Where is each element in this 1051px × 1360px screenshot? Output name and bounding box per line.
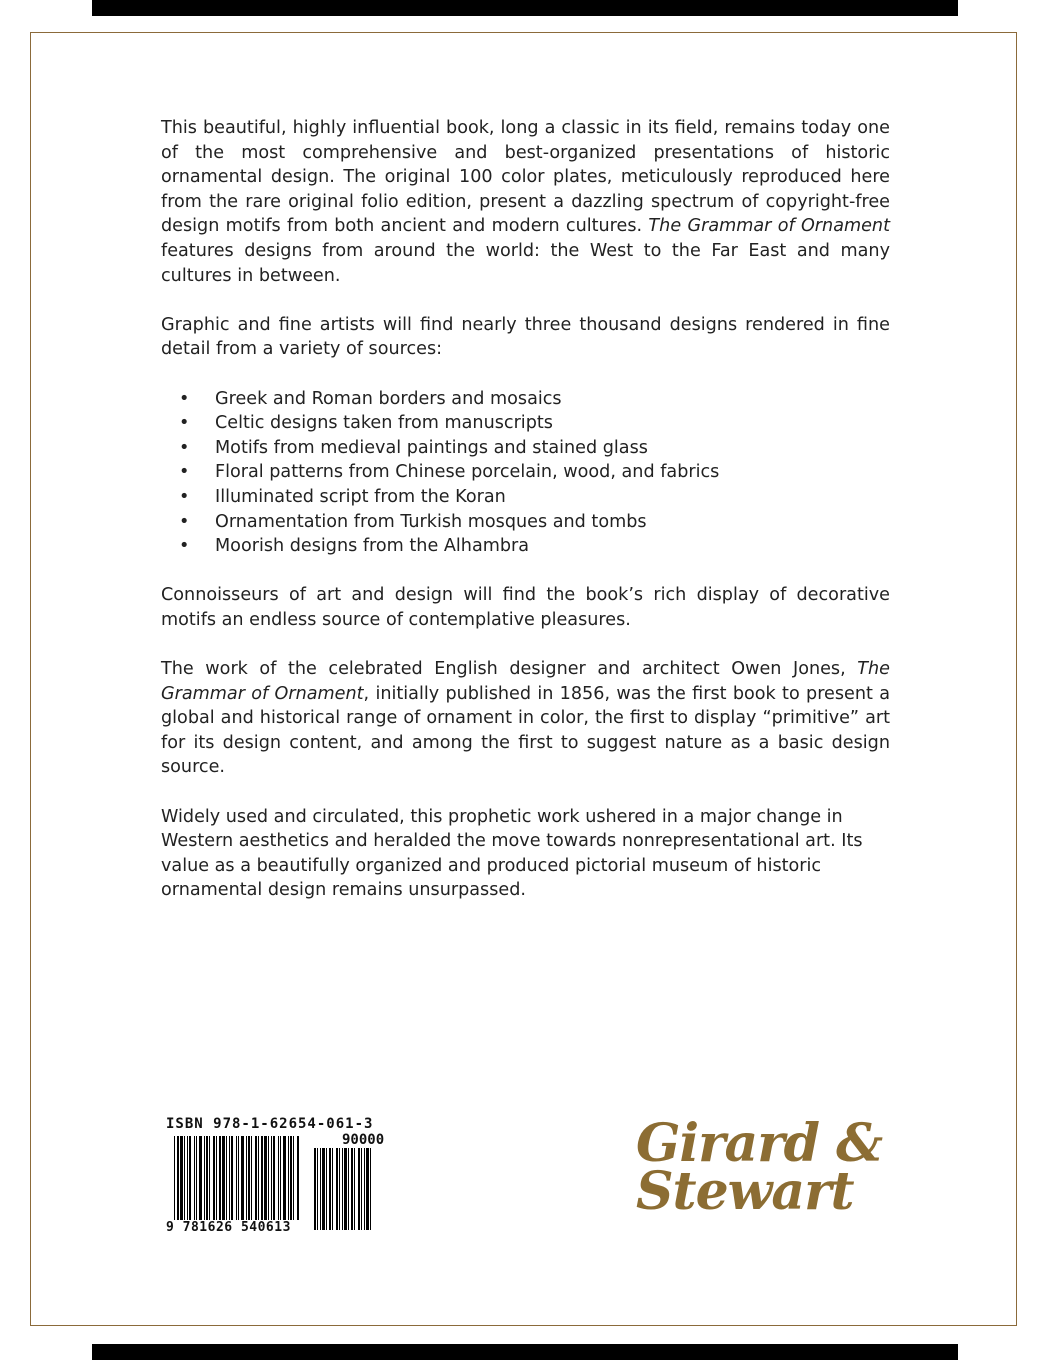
barcode-bar (344, 1148, 347, 1230)
paragraph-sources-intro: Graphic and fine artists will find nearly three thousand designs rendered in fine detail from a variety of sources: (161, 314, 890, 360)
barcode-bar (209, 1136, 210, 1220)
barcode-bar (206, 1136, 208, 1220)
barcode-bar (184, 1136, 185, 1220)
barcode-bar (219, 1136, 221, 1220)
barcode-bar (314, 1148, 316, 1230)
barcode-bar (180, 1136, 183, 1220)
barcode-bar (348, 1148, 349, 1230)
barcode-bar (248, 1136, 250, 1220)
barcode-bar (231, 1136, 233, 1220)
barcode-bar (251, 1136, 252, 1220)
price-addon-number: 90000 (342, 1132, 385, 1148)
bullet-icon: • (179, 437, 190, 458)
barcode-bar (229, 1136, 230, 1220)
barcode-bar (204, 1136, 205, 1220)
addon-bars (314, 1148, 371, 1230)
barcode-bar (271, 1136, 272, 1220)
barcode-bar (213, 1136, 215, 1220)
isbn-barcode (166, 1116, 386, 1240)
barcode-bar (246, 1136, 247, 1220)
barcode-bar (351, 1148, 353, 1230)
barcode-bar (332, 1148, 333, 1230)
barcode-bar (236, 1136, 237, 1220)
barcode-bar (280, 1136, 281, 1220)
back-cover-description (161, 116, 890, 928)
intro-text-1: This beautiful, highly influential book, long a classic in its field, remains today one of the most comprehensive and best-organized presentations of historic ornamental design. The original 100 color plates, meticulously reproduced here from the rare original folio edition, present a dazzling spectrum of copyright-free design motifs from both ancient and modern cultures. (161, 118, 890, 237)
barcode-bar (320, 1148, 321, 1230)
top-black-bar (92, 0, 958, 16)
barcode-bar (283, 1136, 286, 1220)
bullet-icon: • (179, 511, 190, 532)
paragraph-intro (161, 116, 890, 288)
barcode-bar (364, 1148, 365, 1230)
barcode-bar (278, 1136, 279, 1220)
barcode-bar (297, 1136, 299, 1220)
barcode-bar (174, 1136, 175, 1220)
barcode-bar (361, 1148, 362, 1230)
bottom-black-bar (92, 1344, 958, 1360)
publisher-line-2: Stewart (636, 1161, 854, 1222)
list-item: • Ornamentation from Turkish mosques and tombs (161, 510, 890, 535)
barcode-bar (187, 1136, 188, 1220)
paragraph-owen-jones: The work of the celebrated English designer and architect Owen Jones, The Grammar of Ornament, initially published in 1856, was the first book to present a global and historical range of ornament in color, the first to display “primitive” art for its design content, and among the first to suggest nature as a basic design source. (161, 659, 890, 778)
intro-text-2: features designs from around the world: the West to the Far East and many cultures in between. (161, 240, 890, 286)
paragraph-connoisseurs: Connoisseurs of art and design will find the book’s rich display of decorative motifs an endless source of contemplative pleasures. (161, 585, 890, 630)
barcode-bar (317, 1148, 318, 1230)
barcode-bar (177, 1136, 179, 1220)
barcode-bar (222, 1136, 225, 1220)
barcode-bar (273, 1136, 275, 1220)
barcode-bar (290, 1136, 292, 1220)
ean-bars (174, 1136, 299, 1220)
isbn-label: ISBN 978-1-62654-061-3 (166, 1116, 374, 1132)
barcode-bar (216, 1136, 217, 1220)
bullet-icon: • (179, 462, 190, 483)
barcode-bar (354, 1148, 355, 1230)
barcode-bar (194, 1136, 195, 1220)
barcode-bar (366, 1148, 369, 1230)
barcode-bar (258, 1136, 259, 1220)
barcode-bar (241, 1136, 244, 1220)
book-title-italic: The Grammar of Ornament (648, 216, 890, 237)
paragraph-legacy: Widely used and circulated, this prophetic work ushered in a major change in Western aesthetics and heralded the move towards nonrepresentational art. Its value as a beautifully organized and produced pictorial museum of historic ornamental design remains unsurpassed. (161, 806, 863, 901)
barcode-bar (358, 1148, 360, 1230)
barcode-bar (339, 1148, 340, 1230)
bullet-icon: • (179, 413, 190, 434)
barcode-bar (199, 1136, 202, 1220)
publisher-logo (636, 1113, 883, 1222)
barcode-bar (293, 1136, 294, 1220)
barcode-bar (322, 1148, 325, 1230)
list-item: • Floral patterns from Chinese porcelain, wood, and fabrics (161, 460, 890, 485)
bullet-icon: • (179, 486, 190, 507)
barcode-bar (196, 1136, 197, 1220)
list-item: • Greek and Roman borders and mosaics (161, 387, 890, 412)
ean-digits: 9 781626 540613 (166, 1220, 291, 1235)
bullet-icon: • (179, 388, 190, 409)
list-item: • Moorish designs from the Alhambra (161, 534, 890, 559)
barcode-bar (370, 1148, 371, 1230)
barcode-bar (255, 1136, 257, 1220)
barcode-bar (264, 1136, 267, 1220)
barcode-bar (226, 1136, 227, 1220)
barcode-bar (336, 1148, 338, 1230)
list-item: • Celtic designs taken from manuscripts (161, 411, 890, 436)
publisher-line-1: Girard & (636, 1113, 883, 1174)
barcode-bar (261, 1136, 263, 1220)
barcode-bar (189, 1136, 191, 1220)
bullet-icon: • (179, 536, 190, 557)
list-item: • Motifs from medieval paintings and stained glass (161, 436, 890, 461)
barcode-bar (238, 1136, 239, 1220)
book-title-italic: The Grammar of Ornament (161, 659, 890, 704)
barcode-bar (329, 1148, 331, 1230)
list-item: • Illuminated script from the Koran (161, 485, 890, 510)
barcode-bar (342, 1148, 343, 1230)
barcode-bar (326, 1148, 327, 1230)
barcode-bar (268, 1136, 269, 1220)
barcode-bar (288, 1136, 289, 1220)
sources-list (161, 387, 890, 559)
